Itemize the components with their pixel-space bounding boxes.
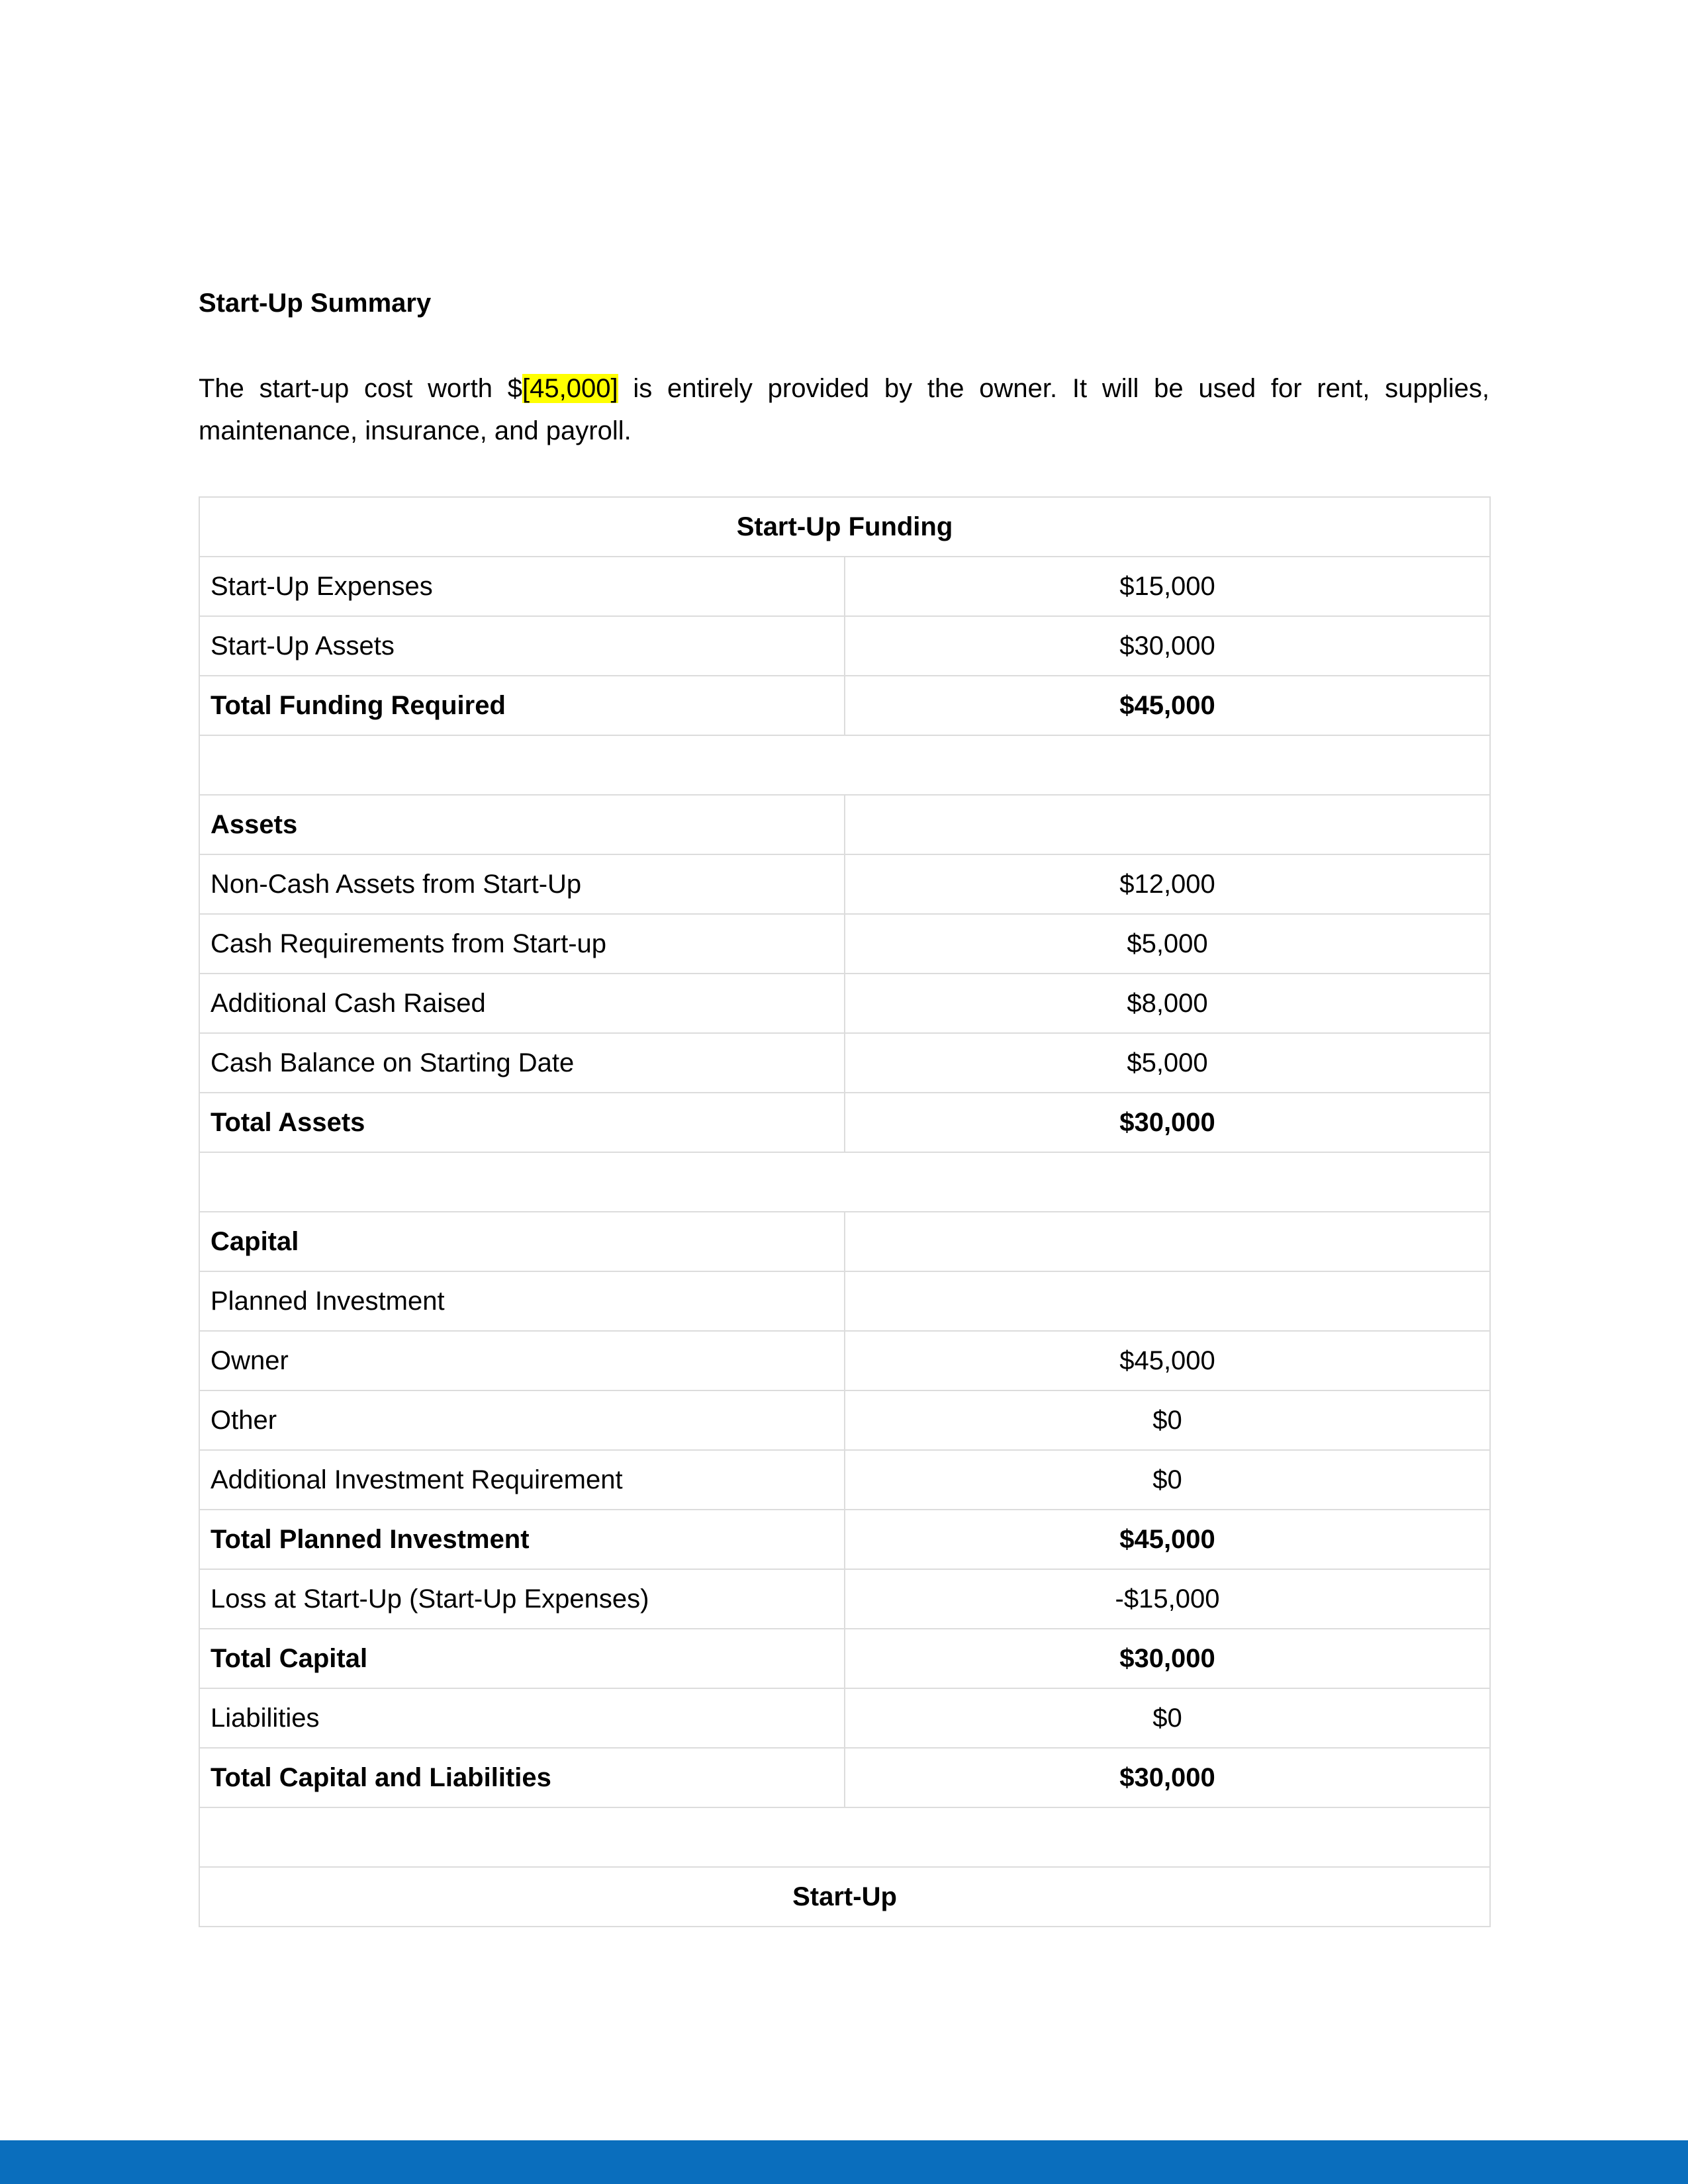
spacer-row [199, 1807, 1490, 1867]
row-value: $15,000 [845, 557, 1490, 616]
row-label: Loss at Start-Up (Start-Up Expenses) [199, 1569, 845, 1629]
spacer-cell [199, 1807, 1490, 1867]
row-label: Total Assets [199, 1093, 845, 1152]
row-label: Total Capital [199, 1629, 845, 1688]
intro-text-after: is entirely provided by the owner. It will be used for rent, supplies, maintenance, insurance, and payroll. [199, 374, 1489, 445]
row-label: Owner [199, 1331, 845, 1390]
total-row [199, 676, 1490, 735]
table-row [199, 1390, 1490, 1450]
table-row [199, 557, 1490, 616]
row-label: Cash Balance on Starting Date [199, 1033, 845, 1093]
table-row [199, 1450, 1490, 1510]
row-value: -$15,000 [845, 1569, 1490, 1629]
row-value: $30,000 [845, 1748, 1490, 1807]
row-value: $45,000 [845, 1331, 1490, 1390]
spacer-row [199, 735, 1490, 795]
table-row [199, 1688, 1490, 1748]
startup-funding-table [199, 496, 1491, 1927]
section-heading-row [199, 795, 1490, 854]
row-label: Total Planned Investment [199, 1510, 845, 1569]
footer-bar [0, 2140, 1688, 2184]
row-value: $30,000 [845, 1629, 1490, 1688]
table-title: Start-Up Funding [199, 497, 1490, 557]
row-value: $30,000 [845, 1093, 1490, 1152]
table-title-row [199, 497, 1490, 557]
row-label: Non-Cash Assets from Start-Up [199, 854, 845, 914]
row-value: $30,000 [845, 616, 1490, 676]
row-label: Total Funding Required [199, 676, 845, 735]
total-row [199, 1093, 1490, 1152]
empty-value-cell [845, 1271, 1490, 1331]
table-row [199, 974, 1490, 1033]
intro-text-before: The start-up cost worth $ [199, 374, 522, 403]
section-heading-capital: Capital [199, 1212, 845, 1271]
row-label: Start-Up Expenses [199, 557, 845, 616]
spacer-cell [199, 1152, 1490, 1212]
total-row [199, 1748, 1490, 1807]
spacer-row [199, 1152, 1490, 1212]
table-row [199, 1271, 1490, 1331]
total-row [199, 1510, 1490, 1569]
row-value: $45,000 [845, 1510, 1490, 1569]
table-footer-row [199, 1867, 1490, 1927]
table-row [199, 914, 1490, 974]
row-label: Other [199, 1390, 845, 1450]
row-value: $0 [845, 1688, 1490, 1748]
row-value: $8,000 [845, 974, 1490, 1033]
row-value: $45,000 [845, 676, 1490, 735]
row-label: Planned Investment [199, 1271, 845, 1331]
row-value: $0 [845, 1390, 1490, 1450]
empty-value-cell [845, 795, 1490, 854]
row-label: Liabilities [199, 1688, 845, 1748]
row-label: Additional Cash Raised [199, 974, 845, 1033]
table-row [199, 1569, 1490, 1629]
row-value: $12,000 [845, 854, 1490, 914]
highlighted-amount: [45,000] [522, 374, 618, 403]
row-label: Cash Requirements from Start-up [199, 914, 845, 974]
spacer-cell [199, 735, 1490, 795]
empty-value-cell [845, 1212, 1490, 1271]
section-title: Start-Up Summary [199, 289, 432, 318]
section-heading-assets: Assets [199, 795, 845, 854]
section-heading-row [199, 1212, 1490, 1271]
row-label: Additional Investment Requirement [199, 1450, 845, 1510]
row-value: $5,000 [845, 914, 1490, 974]
table-row [199, 1331, 1490, 1390]
row-value: $0 [845, 1450, 1490, 1510]
row-label: Start-Up Assets [199, 616, 845, 676]
total-row [199, 1629, 1490, 1688]
row-value: $5,000 [845, 1033, 1490, 1093]
row-label: Total Capital and Liabilities [199, 1748, 845, 1807]
table-row [199, 1033, 1490, 1093]
table-footer-label: Start-Up [199, 1867, 1490, 1927]
table-row [199, 616, 1490, 676]
table-row [199, 854, 1490, 914]
intro-paragraph [199, 367, 1489, 452]
